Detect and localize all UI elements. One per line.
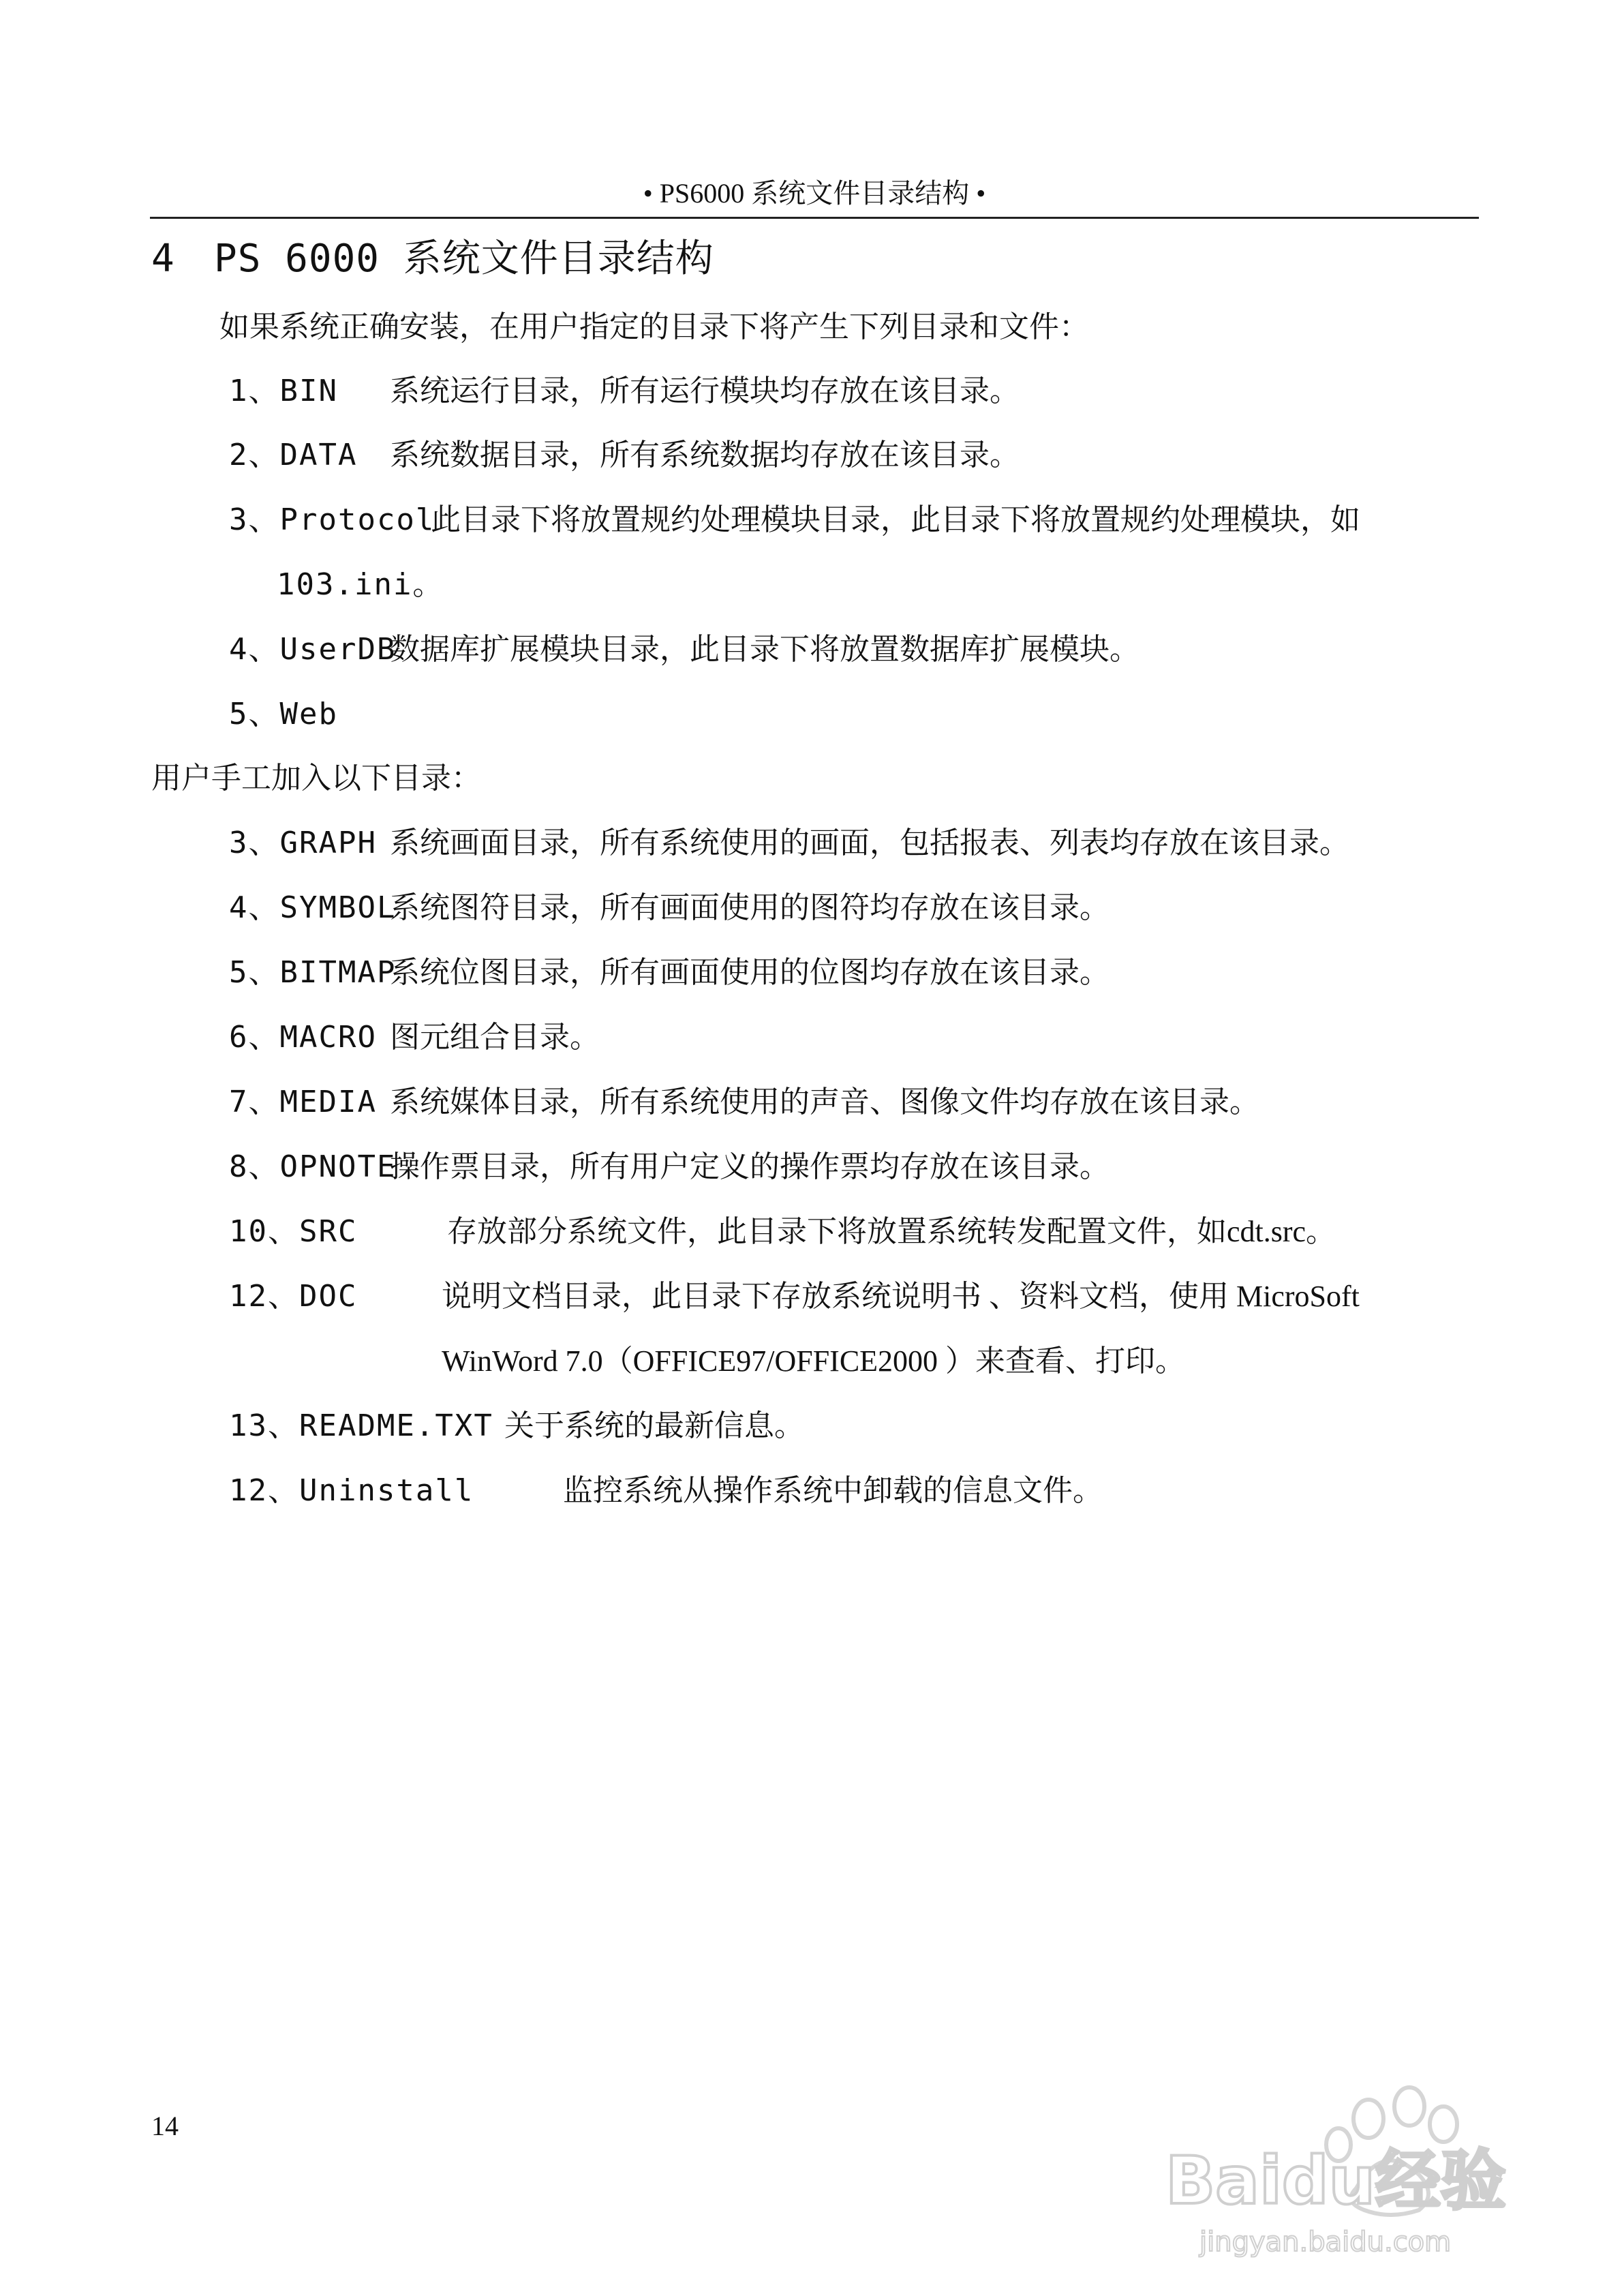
item-label: 7、MEDIA: [229, 1085, 377, 1119]
list-item: [229, 435, 1020, 476]
list-item: [229, 952, 1110, 993]
item-label: 10、SRC: [229, 1214, 358, 1249]
item-label: 1、BIN: [229, 374, 338, 408]
header-rule: [150, 217, 1479, 219]
watermark-logo: [1152, 2059, 1533, 2263]
item-text: 系统数据目录，所有系统数据均存放在该目录。: [390, 438, 1020, 472]
item-continuation: WinWord 7.0（OFFICE97/OFFICE2000 ）来查看、打印。: [442, 1344, 1186, 1378]
item-label: 4、UserDB: [229, 632, 397, 667]
item-label: 4、SYMBOL: [229, 890, 397, 925]
item-text: 此目录下将放置规约处理模块目录，此目录下将放置规约处理模块，如: [431, 503, 1360, 537]
item-continuation: 103.ini。: [277, 567, 444, 602]
list-item: [229, 1406, 804, 1447]
item-text: 数据库扩展模块目录，此目录下将放置数据库扩展模块。: [390, 633, 1139, 666]
intro-paragraph: 如果系统正确安装，在用户指定的目录下将产生下列目录和文件：: [219, 310, 1089, 344]
item-text: 关于系统的最新信息。: [504, 1409, 804, 1442]
watermark: [1152, 2059, 1533, 2263]
running-header: • PS6000 系统文件目录结构 •: [643, 178, 986, 209]
item-text: 系统画面目录，所有系统使用的画面，包括报表、列表均存放在该目录。: [390, 826, 1349, 860]
list-item: [229, 823, 1349, 864]
list-item: [229, 371, 1020, 412]
item-text: 系统媒体目录，所有系统使用的声音、图像文件均存放在该目录。: [390, 1085, 1259, 1119]
page-number: 14: [151, 2111, 179, 2141]
item-label: 5、Web: [229, 697, 338, 731]
item-text: 系统运行目录，所有运行模块均存放在该目录。: [390, 374, 1020, 408]
item-text: 操作票目录，所有用户定义的操作票均存放在该目录。: [390, 1150, 1110, 1183]
item-label: 12、Uninstall: [229, 1473, 474, 1508]
watermark-url: jingyan.baidu.com: [1199, 2226, 1452, 2258]
section-number: 4: [151, 237, 175, 281]
item-label: 6、MACRO: [229, 1020, 377, 1055]
item-label: 8、OPNOTE: [229, 1149, 397, 1184]
list-item: [229, 1470, 1103, 1511]
section-heading: [151, 232, 714, 286]
item-text: 存放部分系统文件，此目录下将放置系统转发配置文件，如cdt.src。: [447, 1215, 1336, 1248]
item-label: 12、DOC: [229, 1279, 358, 1314]
list-item: [229, 694, 338, 735]
section-title: PS 6000 系统文件目录结构: [214, 237, 714, 281]
list-item: [229, 629, 1139, 670]
item-text: 说明文档目录，此目录下存放系统说明书 、资料文档，使用 MicroSoft: [442, 1280, 1360, 1313]
item-label: 2、DATA: [229, 438, 358, 472]
list-item: [229, 500, 1360, 541]
item-label: 3、Protocol: [229, 502, 435, 537]
item-text: 系统位图目录，所有画面使用的位图均存放在该目录。: [390, 956, 1110, 989]
list-item: [229, 1211, 1336, 1252]
item-text: 系统图符目录，所有画面使用的图符均存放在该目录。: [390, 891, 1110, 924]
item-label: 5、BITMAP: [229, 955, 397, 990]
list-item: [229, 1082, 1259, 1123]
item-text: 监控系统从操作系统中卸载的信息文件。: [563, 1474, 1103, 1507]
list-item: [229, 1147, 1110, 1188]
list-item: [229, 1017, 600, 1058]
item-label: 3、GRAPH: [229, 826, 377, 860]
list-item: [229, 888, 1110, 928]
manual-intro: 用户手工加入以下目录：: [151, 761, 481, 795]
list-item: [229, 1276, 1360, 1317]
item-label: 13、README.TXT: [229, 1408, 493, 1443]
item-text: 图元组合目录。: [390, 1021, 600, 1054]
watermark-brand: Baidu经验: [1165, 2143, 1506, 2219]
